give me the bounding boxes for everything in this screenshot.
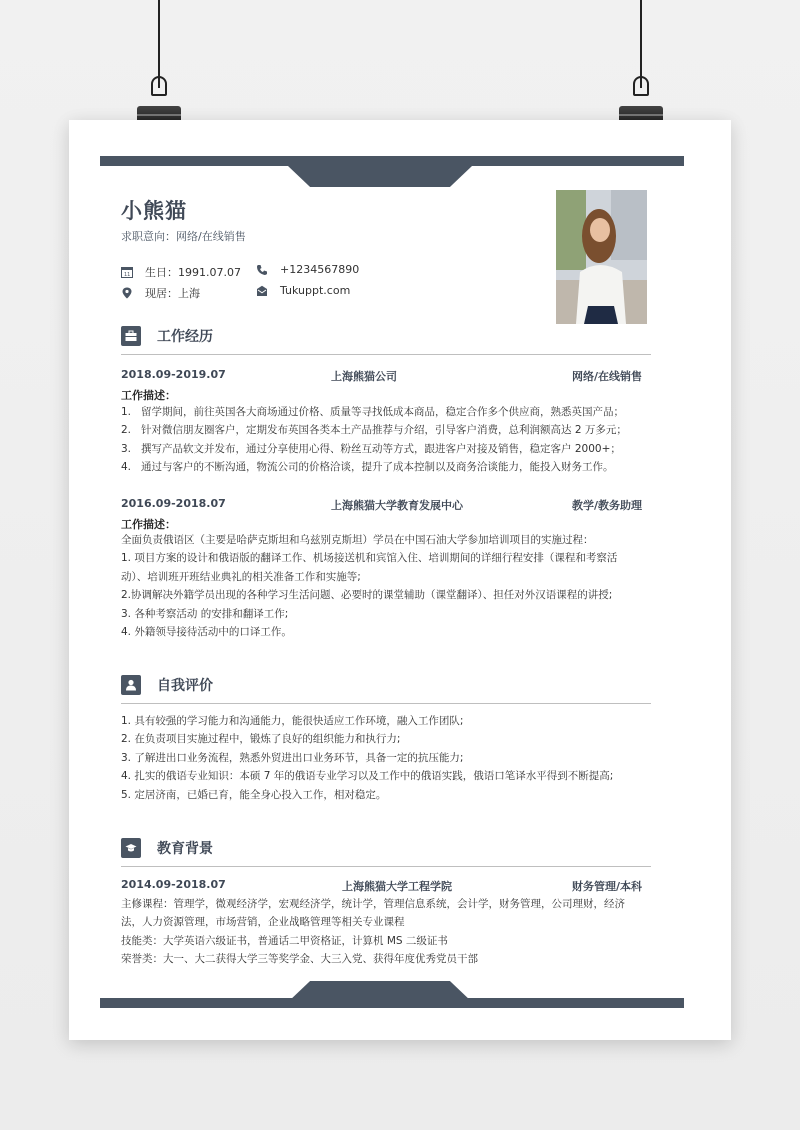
list-item: 3. 了解进出口业务流程，熟悉外贸进出口业务环节，具备一定的抗压能力; [121,751,464,764]
desc-line: 2. 针对微信朋友圈客户，定期发布英国各类本土产品推荐与介绍，引导客户消费，总利润额高达 2 万多元； [121,424,627,437]
graduation-cap-icon [125,842,137,854]
mail-icon [256,285,268,297]
svg-text:11: 11 [124,272,131,278]
desc-line: 3. 撰写产品软文并发布，通过分享使用心得、粉丝互动等方式，跟进客户对接及销售，稳定客户 2000+； [121,442,621,455]
profile-photo [556,190,647,324]
birth-info [121,264,241,280]
birth-text: 生日：1991.07.07 [145,266,241,279]
phone-text: +1234567890 [280,263,360,276]
desc-line: 1. 留学期间，前往英国各大商场通过价格、质量等寻找低成本商品，稳定合作多个供应商，熟悉英国产品； [121,406,625,418]
top-tab [288,166,472,187]
candidate-name: 小熊猫 [121,199,187,223]
job-desc-label: 工作描述： [121,518,176,531]
section-title-self: 自我评价 [157,678,213,694]
section-title-work: 工作经历 [157,329,213,345]
top-band [100,156,684,166]
residence-text: 现居：上海 [145,287,200,300]
desc-line: 4. 外籍领导接待活动中的口译工作。 [121,626,292,639]
desc-line: 4. 通过与客户的不断沟通，物流公司的价格洽谈，提升了成本控制以及商务洽谈能力，能投入财务工作。 [121,461,614,474]
residence-info [121,285,200,301]
calendar-icon [121,266,133,278]
list-item: 2. 在负责项目实施过程中，锻炼了良好的组织能力和执行力; [121,733,401,746]
list-item: 1. 具有较强的学习能力和沟通能力，能很快适应工作环境，融入工作团队; [121,715,464,727]
job-period: 2018.09-2019.07 [121,368,226,381]
job-desc-2 [121,531,651,641]
desc-line: 动）、培训班开班结业典礼的相关准备工作和实施等; [121,570,361,583]
email-text: Tukuppt.com [280,284,351,297]
edu-period: 2014.09-2018.07 [121,878,226,891]
hanger-right [631,0,651,140]
person-icon [125,679,137,691]
edu-line: 荣誉类：大一、大二获得大学三等奖学金、大三入党、获得年度优秀党员干部 [121,953,478,966]
job-company: 上海熊猫公司 [331,370,397,383]
self-eval-list [121,712,651,804]
job-desc-1 [121,403,651,477]
job-desc-label: 工作描述： [121,389,176,402]
job-position: 网络/在线销售 [571,370,642,383]
desc-line: 3. 各种考察活动 的安排和翻译工作; [121,607,289,620]
edu-line: 法，人力资源管理，市场营销，企业战略管理等相关专业课程 [121,916,405,929]
hanger-left [149,0,169,140]
resume-sheet [69,120,731,1040]
edu-major: 财务管理/本科 [571,880,642,893]
list-item: 4. 扎实的俄语专业知识：本硕 7 年的俄语专业学习以及工作中的俄语实践，俄语口笔译水平得到不断提高; [121,770,614,783]
phone-icon [256,264,268,276]
edu-line: 主修课程：管理学，微观经济学，宏观经济学，统计学，管理信息系统，会计学，财务管理，公司理财，经济 [121,898,625,910]
job-company: 上海熊猫大学教育发展中心 [331,499,463,512]
desc-line: 全面负责俄语区（主要是哈萨克斯坦和乌兹别克斯坦）学员在中国石油大学参加培训项目的实施过程： [121,534,594,546]
bottom-band [100,998,684,1008]
desc-line: 1. 项目方案的设计和俄语版的翻译工作、机场接送机和宾馆入住、培训期间的详细行程安排（课程和考察活 [121,552,618,565]
location-icon [121,287,133,299]
desc-line: 2.协调解决外籍学员出现的各种学习生活问题、必要时的课堂辅助（课堂翻译）、担任对外汉语课程的讲授; [121,589,613,602]
list-item: 5. 定居济南，已婚已育，能全身心投入工作，相对稳定。 [121,788,387,801]
section-header-work [121,324,651,355]
section-header-edu [121,836,651,867]
job-intent: 求职意向：网络/在线销售 [121,230,246,243]
section-header-self [121,673,651,704]
briefcase-icon [125,330,137,342]
edu-line: 技能类：大学英语六级证书，普通话二甲资格证，计算机 MS 二级证书 [121,934,448,947]
section-title-edu: 教育背景 [157,841,213,857]
phone-info [256,263,359,276]
job-period: 2016.09-2018.07 [121,497,226,510]
edu-details [121,895,651,969]
edu-school: 上海熊猫大学工程学院 [342,880,452,893]
job-position: 教学/教务助理 [571,499,642,512]
email-info [256,284,350,297]
